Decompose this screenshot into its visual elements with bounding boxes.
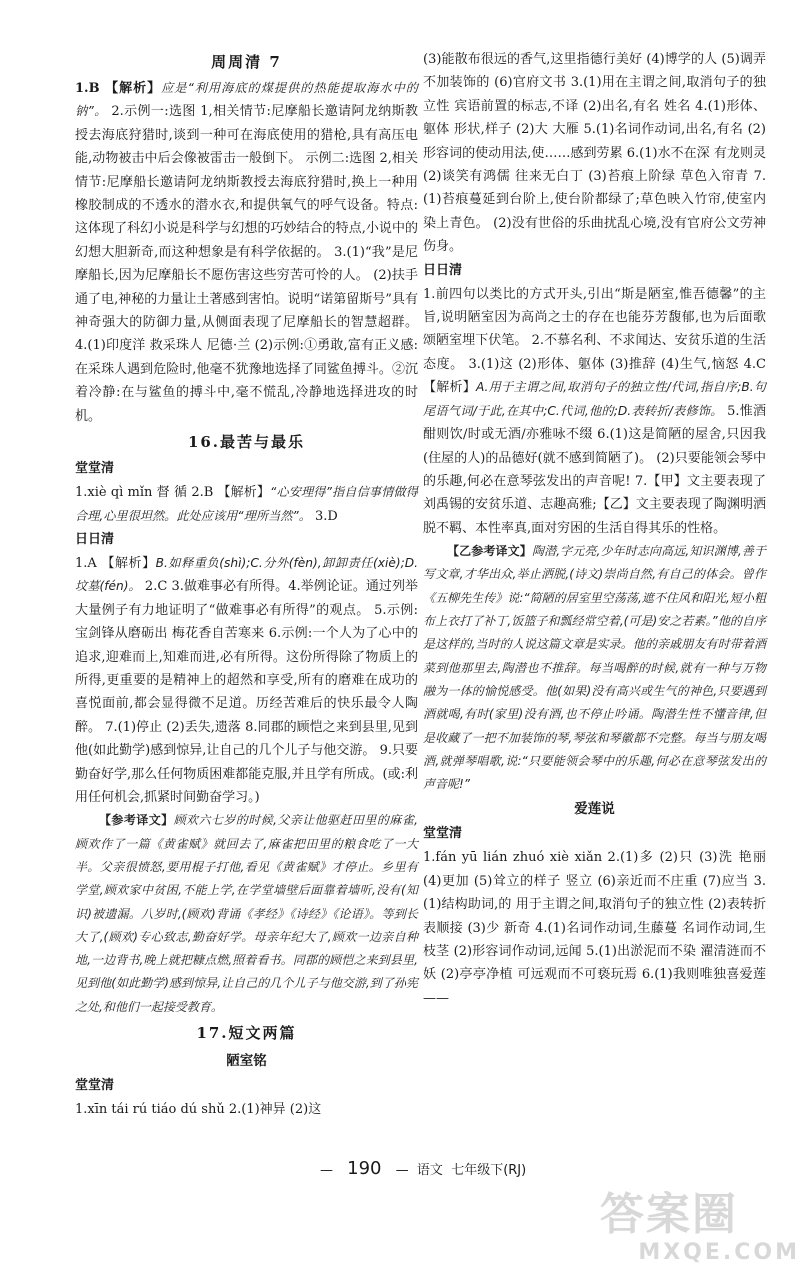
watermark-title: 答案圈 (600, 1189, 738, 1240)
footer-dash: — (320, 1163, 333, 1178)
lesson16-tangtangqing-answers (75, 481, 418, 528)
ririqing-label: 日日清 (423, 262, 463, 278)
translation-label: 【乙参考译文】 (447, 544, 532, 559)
loushiming-answers-continued: (3)能散布很远的香气,这里指德行美好 (4)博学的人 (5)调弄 不加装饰的 (6)官府文书 3.(1)用在主谓之间,取消句子的独立性 宾语前置的标志,不译 (2)出名,有名 姓名 4.(1)形体、躯体 形状,样子 (2)大 大雁 5.(1)名词作动词,出名,有名 (2)形容词的使动用法,使……感到劳累 6.(1)水不在深 有龙则灵 (2)谈笑有鸿儒 往来无白丁 (3)苔痕上阶绿 草色入帘青 7.(1)苔痕蔓延到台阶上,使台阶都绿了;草色映入竹帘,使室内染上青色。 (2)没有世俗的乐曲扰乱心境,没有官府公文劳神伤身。 (423, 52, 766, 255)
translation-label: 【参考译文】 (99, 813, 174, 828)
lesson16-translation (75, 809, 418, 1019)
yi-translation (423, 540, 766, 796)
ailianshuo-tangtangqing-answers: 1.fán yū lián zhuó xiè xiǎn 2.(1)多 (2)只 (3)洗 艳丽 (4)更加 (5)耸立的样子 竖立 (6)亲近而不庄重 (7)应当 3.(1)结构助词,的 用于主谓之间,取消句子的独立性 (2)表转折 表顺接 (3)少 新奇 4.(1)名词作动词,生藤蔓 名词作动词,生枝茎 (2)形容词作动词,远闻 5.(1)出淤泥而不染 濯清涟而不妖 (2)亭亭净植 可远观而不可亵玩焉 6.(1)我则唯独喜爱莲—— (423, 850, 766, 1006)
loushiming-ririqing-answers (423, 283, 766, 540)
ririqing-label: 日日清 (75, 531, 115, 547)
answer-text: 1.前四句以类比的方式开头,引出“斯是陋室,惟吾德馨”的主旨,说明陋室因为高尚之士的存在也能芬芳馥郁,也为后面歌颂陋室埋下伏笔。 2.不慕名利、不求闻达、安贫乐道的生活态度。 3.(1)这 (2)形体、躯体 (3)推辞 (4)生气,恼怒 4.C 【解析】 (423, 286, 766, 396)
zhouzhouqing-title: 周周清 7 (211, 53, 282, 71)
answer-text: 3.D (310, 508, 338, 524)
footer-dash: — (395, 1163, 409, 1178)
tangtangqing-label: 堂堂清 (423, 826, 463, 842)
subject-label: 语文 (416, 1163, 443, 1178)
watermark-logo (600, 1190, 800, 1276)
grade-label: 七年级下(RJ) (451, 1163, 527, 1178)
zhouzhouqing-answers (75, 77, 418, 428)
page-footer (320, 1158, 620, 1179)
page-number: 190 (347, 1158, 382, 1179)
analysis-text: B.如释重负(shì);C.分外(fèn),卸卸责任(xiè);D.坟墓(fén)。 (75, 555, 418, 594)
answer-text: 2.示例一:选图 1,相关情节:尼摩船长邀请阿龙纳斯教授去海底狩猎时,谈到一种可在海底使用的猎枪,具有高压电能,动物被击中后会像被雷击一般倒下。 示例二:选图 2,相关情节:尼摩船长邀请阿龙纳斯教授去海底狩猎时,换上一种用橡胶制成的不透水的潜水衣,和提供氧气的呼气设备。特点:这体现了科幻小说是科学与幻想的巧妙结合的特点,小说中的幻想大胆新奇,而这种想象是有科学依据的。 3.(1)“我”是尼摩船长,因为尼摩船长不愿伤害这些穷苦可怜的人。 (2)扶手通了电,神秘的力量让土著感到害怕。说明“诺第留斯号”具有神奇强大的防御力量,从侧面表现了尼摩船长的智慧超群。 4.(1)印度洋 救采珠人 尼德·兰 (2)示例:①勇敢,富有正义感:在采珠人遇到危险时,他毫不犹豫地选择了同鲨鱼搏斗。②沉着冷静:在与鲨鱼的搏斗中,毫不慌乱,冷静地选择进攻的时机。 (75, 104, 418, 424)
answer-text: 1.A 【解析】 (75, 555, 156, 571)
lesson16-title: 16.最苦与最乐 (187, 433, 306, 452)
analysis-text: “心安理得”指自信事情做得合理,心里很坦然。此处应该用“理所当然”。 (75, 485, 418, 523)
loushiming-title: 陋室铭 (226, 1053, 267, 1070)
analysis-text: A.用于主谓之间,取消句子的独立性/代词,指自序;B.句尾语气词/于此,在其中;C.代词,他的;D.表转折/表修饰。 (423, 380, 766, 418)
analysis-text: 应是“利用海底的煤提供的热能提取海水中的钠”。 (75, 81, 418, 119)
answer-text: 1.xiè qì mǐn 督 循 2.B 【解析】 (75, 485, 270, 501)
translation-text: 陶潜,字元亮,少年时志向高远,知识渊博,善于写文章,才华出众,举止洒脱,(诗文)崇尚自然,有自己的体会。曾作《五柳先生传》说:“简陋的居室里空荡荡,遮不住风和阳光,短小粗布上衣打了补丁,饭篮子和瓢经常空着,(可是)安之若素。”他的自序是这样的,当时的人说这篇文章是实录。他的亲戚朋友有时带着酒菜到他那里去,陶潜也不推辞。每当喝醉的时候,就有一种与万物融为一体的愉悦感受。他(如果)没有高兴或生气的神色,只要遇到酒就喝,有时(家里)没有酒,也不停止吟诵。陶潜生性不懂音律,但是收藏了一把不加装饰的琴,琴弦和琴徽都不完整。每当与朋友喝酒,就弹琴唱歌,说:“只要能领会琴中的乐趣,何必在意琴弦发出的声音呢!” (423, 544, 766, 792)
ailianshuo-title: 爱莲说 (574, 801, 615, 818)
translation-text: 顾欢六七岁的时候,父亲让他驱赶田里的麻雀,顾欢作了一篇《黄雀赋》就回去了,麻雀把田里的粮食吃了一大半。父亲很愤怒,要用棍子打他,看见《黄雀赋》才停止。乡里有学堂,顾欢家中贫困,不能上学,在学堂墙壁后面靠着墙听,没有(知识)被遗漏。八岁时,(顾欢)背诵《孝经》《诗经》《论语》。等到长大了,(顾欢)专心致志,勤奋好学。母亲年纪大了,顾欢一边亲自种地,一边背书,晚上就把糠点燃,照着看书。同郡的顾恺之来到县里,见到他(如此勤学)感到惊异,让自己的几个儿子与他交游,到了孙宪之处,和他们一起接受教育。 (75, 813, 418, 1014)
watermark-url: MXQE.COM (638, 1240, 800, 1265)
left-column (75, 48, 418, 1121)
answer-bold-start: 1.B 【解析】 (75, 81, 162, 96)
right-column (423, 48, 766, 1010)
lesson17-tangtangqing-answers: 1.xīn tái rú tiáo dú shǔ 2.(1)神异 (2)这 (75, 1102, 322, 1118)
tangtangqing-label: 堂堂清 (75, 461, 115, 477)
answer-text: 5.惟酒酣则饮/时或无酒/亦雅咏不缀 6.(1)这是简陋的屋舍,只因我(住屋的人)的品德好(就不感到简陋了)。 (2)只要能领会琴中的乐趣,何必在意琴弦发出的声音呢! 7.【甲】文主要表现了刘禹锡的安贫乐道、志趣高雅;【乙】文主要表现了陶渊明洒脱不羁、本性率真,面对穷困的生活自得其乐的性格。 (423, 403, 766, 536)
answer-text: 2.C 3.做难事必有所得。4.举例论证。通过列举大量例子有力地证明了“做难事必有所得”的观点。 5.示例:宝剑锋从磨砺出 梅花香自苦寒来 6.示例:一个人为了心中的追求,迎难而上,知难而进,必有所得。这份所得除了物质上的所得,更重要的是精神上的超然和享受,所有的磨难在成功的喜悦面前,都会显得微不足道。历经苦难后的快乐最令人陶醉。 7.(1)停止 (2)丢失,遗落 8.同郡的顾恺之来到县里,见到他(如此勤学)感到惊异,让自己的几个儿子与他交游。 9.只要勤奋好学,那么任何物质困难都能克服,并且学有所成。(或:利用任何机会,抓紧时间勤奋学习。) (75, 579, 418, 805)
lesson16-ririqing-answers (75, 552, 418, 809)
lesson17-title: 17.短文两篇 (196, 1024, 297, 1043)
tangtangqing-label: 堂堂清 (75, 1078, 115, 1094)
